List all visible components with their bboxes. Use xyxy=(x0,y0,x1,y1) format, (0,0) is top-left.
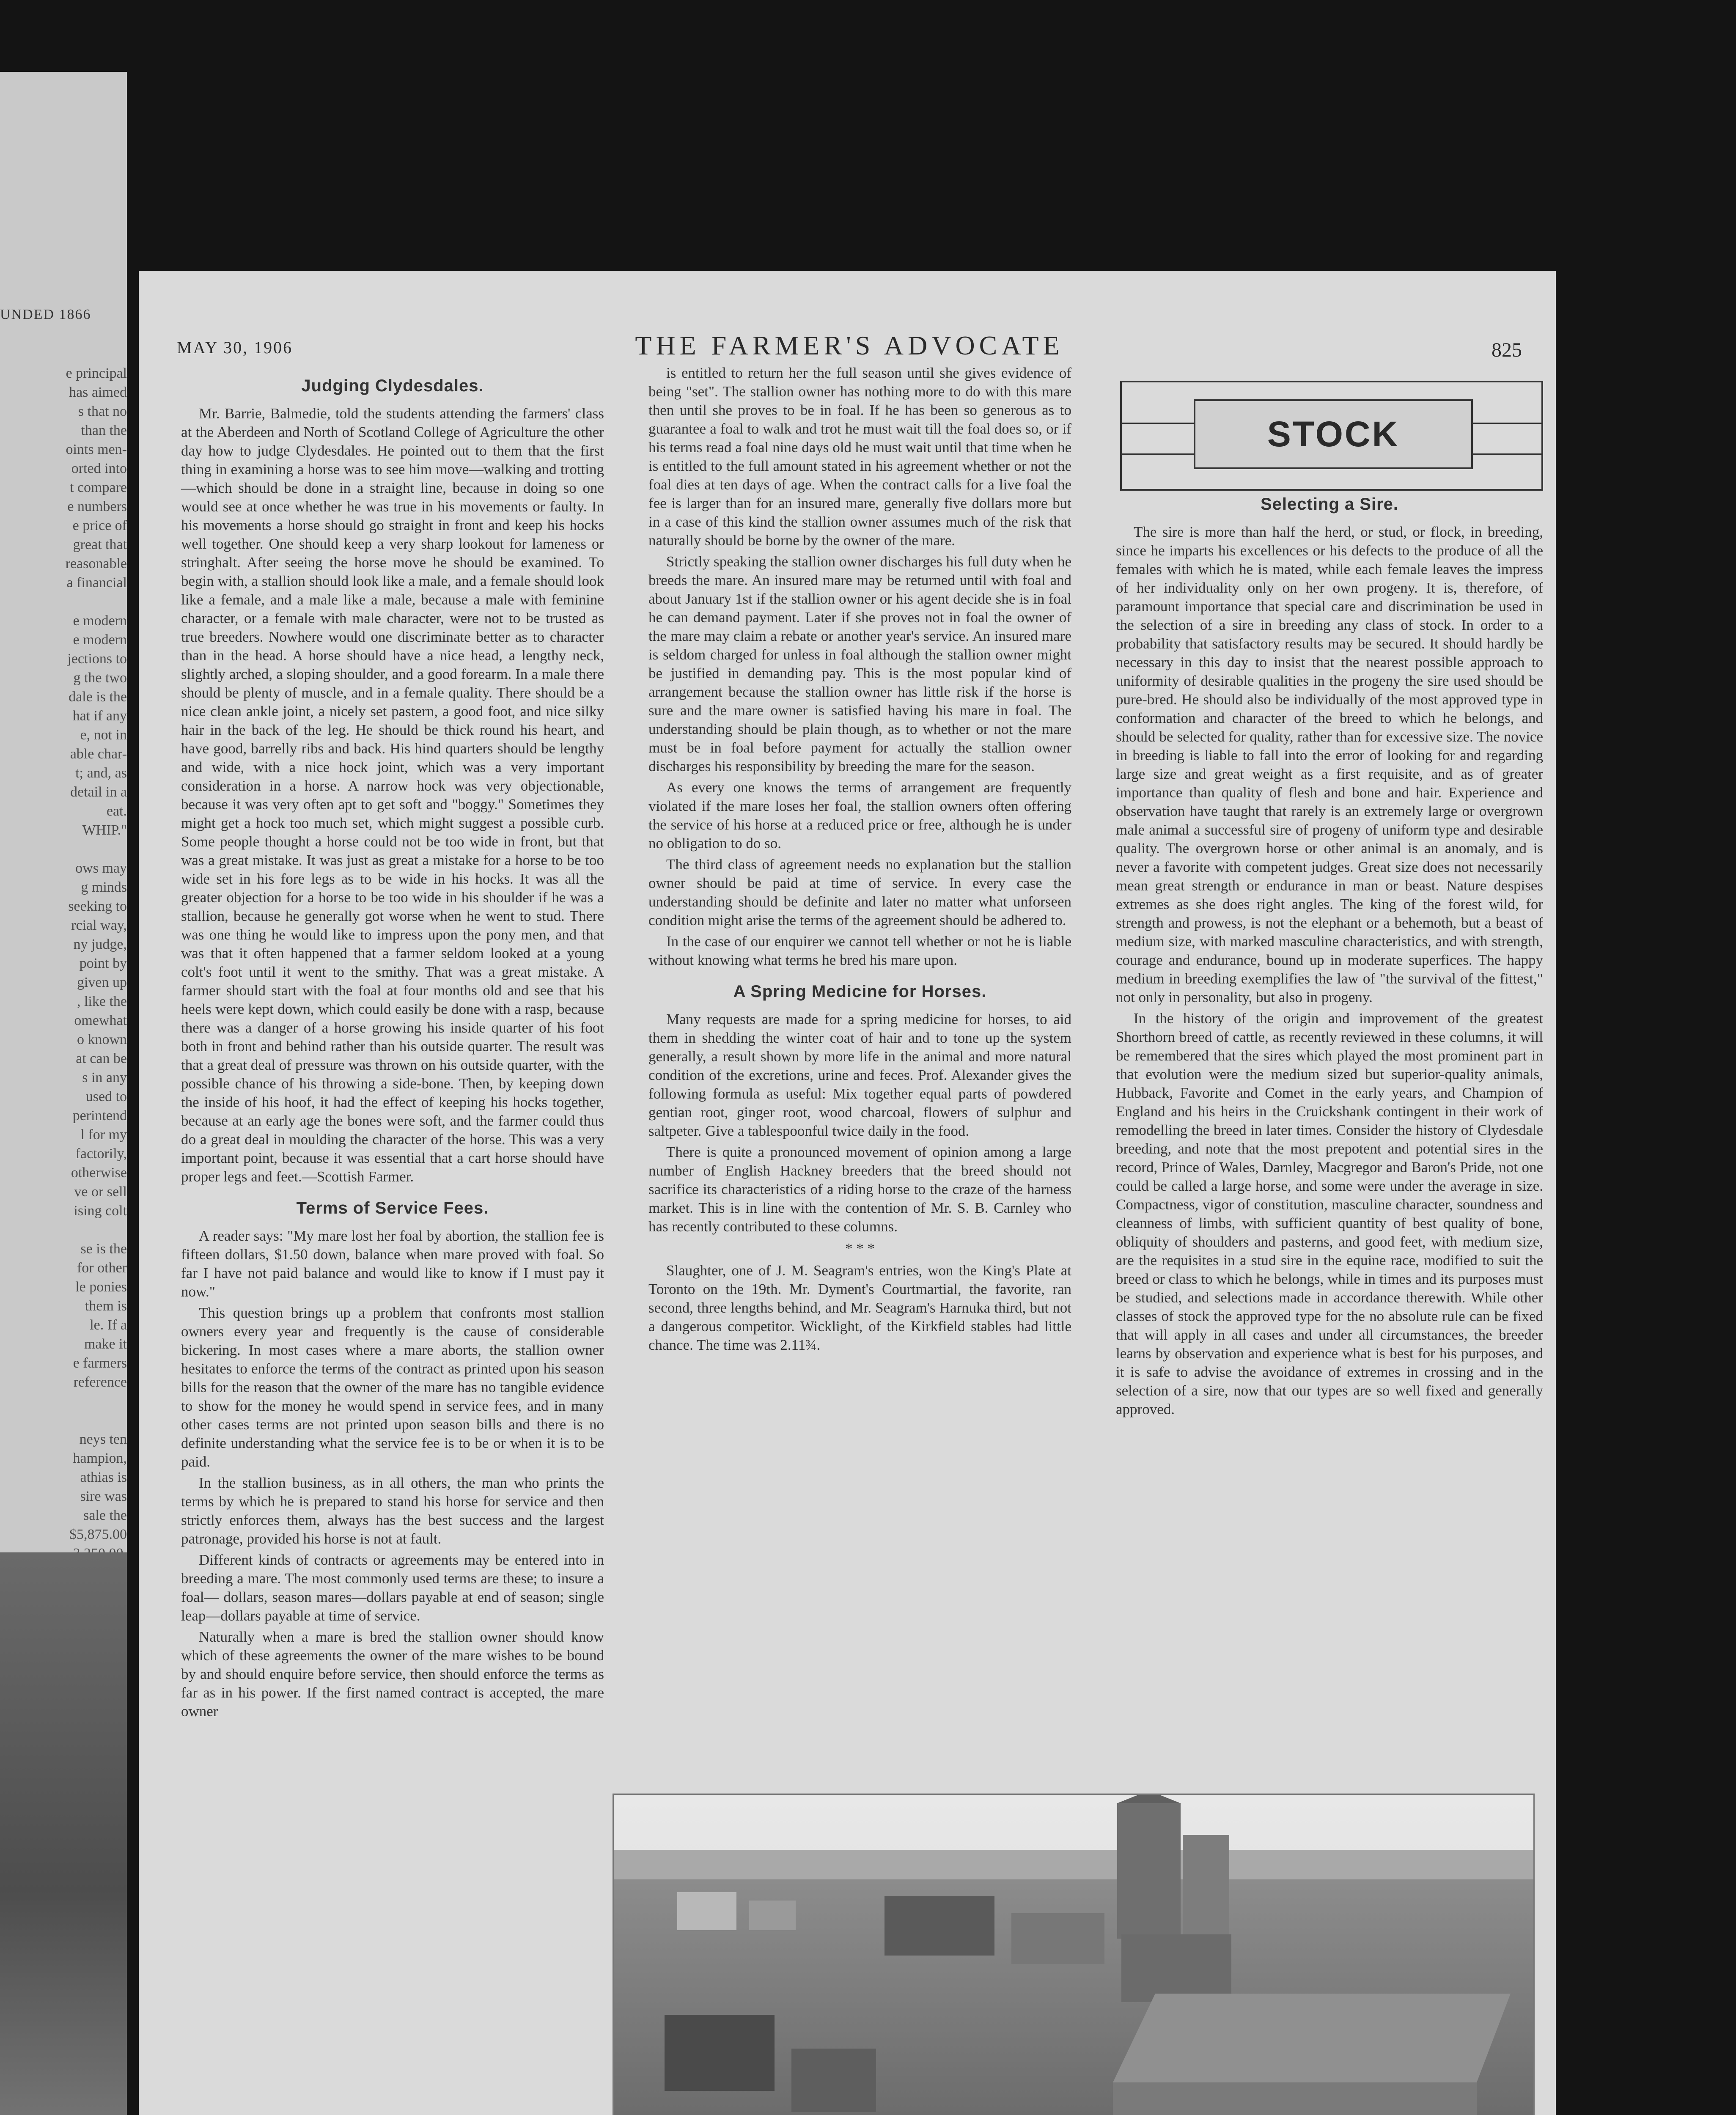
paragraph: Strictly speaking the stallion owner discharges his full duty when he breeds the mare. An insured mare may be returned until with foal and about January 1st if the stallion owner or his agent decide she is in foal he can demand payment. Later if she proves not in foal the owner of the mare may claim a rebate or another year's service. An insured mare is seldom charged for unless in foal although the stallion owner might be justified in demanding pay. This is the most popular kind of arrangement because the stallion owner has little risk if the horse is sure and the mare owner is satisfied having his mare in foal. The understanding should be plain though, as to whether or not the mare must be in foal before payment for actually the stallion owner discharges his responsibility by breeding the mare for the season. xyxy=(648,553,1071,775)
paragraph: In the stallion business, as in all others, the man who prints the terms by which he is prepared to stand his horse for service and then strictly enforces them, always has the best success and the largest patronage, provided his horse is not at fault. xyxy=(181,1475,604,1547)
paragraph: Naturally when a mare is bred the stallion owner should know which of these agreements the owner of the mare wishes to be bound by and should enquire before service, then should enforce the terms as far as in his power. If the first named contract is accepted, the mare owner xyxy=(181,1629,604,1719)
paragraph: In the history of the origin and improvement of the greatest Shorthorn breed of cattle, as recently reviewed in these columns, it will be remembered that the sires which played the most prominent part in that evolution were the medium sized but superior-quality animals, Hubback, Favorite and Comet in the early years, and Champion of England and his heirs in the Cruickshank contingent in their work of remodelling the breed in later times. Consider the history of Clydesdale breeding, and note that the most prepotent and potential sires in the record, Prince of Wales, Darnley, Macgregor and Baron's Pride, not one could be called a large horse, and some were under the average in size. Compactness, vigor of constitution, masculine character, soundness and cleanness of limbs, with sufficient quantity of best quality of bone, obliquity of shoulders and pasterns, and good feet, with medium size, are the requisites in a stud sire in the equine race, modified to suit the breed or class to which he belongs, while in times and its purposes must be studied, and selections made in accordance therewith. While other classes of stock the approved type for the no absolute rule can be fixed that will apply in all cases and under all circumstances, the breeder learns by observation and experience what is best for his purposes, and it is safe to advise the avoidance of extremes in crossing and in the selection of a sire, now that our types are so well fixed and generally approved. xyxy=(1116,1010,1543,1417)
article-title-judging: Judging Clydesdales. xyxy=(301,376,484,395)
newspaper-page xyxy=(139,271,1556,2115)
paragraph: This question brings up a problem that confronts most stallion owners every year and frequently is the cause of considerable bickering. In most cases where a mare aborts, the stallion owner hesitates to enforce the terms of the contract as printed upon his season bills for the reason that the owner of the mare has no tangible evidence to show for the money he would spend in service fees, and in many other cases terms are not printed upon season bills and there is no definite understanding what the service fee is to be or when it is to be paid. xyxy=(181,1305,604,1470)
masthead-title: THE FARMER'S ADVOCATE xyxy=(635,330,1064,360)
paragraph: There is quite a pronounced movement of opinion among a large number of English Hackney breeders that the breed should not sacrifice its characteristics of a riding horse to the craze of the harness market. This is in line with the contention of Mr. S. B. Carnley who has recently contributed to these columns. xyxy=(648,1144,1071,1235)
paragraph: As every one knows the terms of arrangement are frequently violated if the mare loses her foal, the stallion owners often offering the service of his horse at a reduced price or free, although he is under no obligation to do so. xyxy=(648,779,1071,851)
town-scene-image xyxy=(614,1795,1533,2115)
paragraph: The sire is more than half the herd, or stud, or flock, in breeding, since he imparts his excellences or his defects to the produce of all the females with which he is mated, while each female leaves the impress of her individuality only on her own progeny. It is, therefore, of paramount importance that special care and discrimination be used in the selection of a sire in breeding any class of stock. In order to a probability that satisfactory results may be secured. It should hardly be necessary in this day to insist that the nearest possible approach to uniformity of desirable qualities in the progeny the sire used should be pure-bred. He should also be individually of the most approved type in conformation and character of the breed to which he belongs, and should be selected for quality, rather than for excessive size. The novice in breeding is liable to fall into the error of looking for and regarding large size and great weight as a first requisite, and as of greater importance than quality of flesh and bone and hair. Experience and observation have taught that rarely is an extremely large or overgrown male animal a successful sire of progeny of uniform type and desirable quality. The overgrown horse or other animal is an anomaly, and is never a favorite with competent judges. Great size does not necessarily mean great strength or endurance in man or beast. Nature despises extremes as she does right angles. The king of the forest wild, for strength and prowess, is not the elephant or a behemoth, but a beast of medium size, with marked masculine characteristics, and with strength, courage and endurance, bound up in moderate superfices. The happy medium in breeding exemplifies the law of "the survival of the fittest," not only in personality, but also in progeny. xyxy=(1116,524,1543,1005)
article-title-sire: Selecting a Sire. xyxy=(1260,495,1399,514)
article-title-terms: Terms of Service Fees. xyxy=(296,1199,489,1217)
paragraph: Many requests are made for a spring medicine for horses, to aid them in shedding the winter coat of hair and to tone up the system generally, a result shown by more life in the animal and more natural condition of the excretions, urine and feces. Prof. Alexander gives the following formula as useful: Mix together equal parts of powdered gentian root, ginger root, wood charcoal, flowers of sulphur and saltpeter. Give a tablespoonful twice daily in the food. xyxy=(648,1011,1071,1139)
stock-label: STOCK xyxy=(1194,399,1473,469)
column-1 xyxy=(181,364,604,1723)
previous-page-edge xyxy=(0,72,127,2115)
paragraph: In the case of our enquirer we cannot tell whether or not he is liable without knowing what terms he bred his mare upon. xyxy=(648,933,1071,968)
separator: * * * xyxy=(845,1240,875,1257)
column-3 xyxy=(1116,482,1543,1421)
paragraph: A reader says: "My mare lost her foal by abortion, the stallion fee is fifteen dollars, $1.50 down, balance when mare proved with foal. So far I have not paid balance and would like to know if I must pay it now." xyxy=(181,1228,604,1300)
paragraph: Slaughter, one of J. M. Seagram's entries, won the King's Plate at Toronto on the 19th. Mr. Dyment's Courtmartial, the favorite, ran second, three lengths behind, and Mr. Seagram's Harnuka third, but not a dangerous competitor. Wicklight, of the Kirkfield stables had little chance. The time was 2.11¾. xyxy=(648,1262,1071,1353)
paragraph: Mr. Barrie, Balmedie, told the students attending the farmers' class at the Aberdeen and North of Scotland College of Agriculture the other day how to judge Clydesdales. He pointed out to them that the first thing in examining a horse was to see him move—walking and trotting—which should be done in a straight line, because in doing so one would see at once whether he was true in his movements or faulty. In his movements a horse should go straight in front and keep his hocks well together. One should keep a very sharp lookout for lameness or stringhalt. After seeing the horse move he should be examined. To begin with, a stallion should look like a male, and a female should look like a female, and a male like a male, because a male with feminine character, or a female with male character, were not to be trusted as true breeders. Nowhere would one discriminate better as to character than in the head. A horse should have a nice head, a lengthy neck, slightly arched, a sloping shoulder, and a good forearm. In a male there should be plenty of muscle, and in a female quality. There should be a nice clean ankle joint, a nicely set pastern, a good foot, and nice silky hair in the back of the leg. He should be thick round his heart, and have good, barrelly ribs and back. His hind quarters should be lengthy and wide, with a nice hock joint, which was a very important consideration in a horse. A narrow hock was very objectionable, because it was very often apt to get soft and "boggy." Sometimes they might get a hock too much set, which might suggest a possible curb. Some people thought a horse could not be too wide in front, but that was a great mistake. It was just as great a mistake for a horse to be too wide set in his fore legs as to be wide in his hocks. It was all the greater objection for a horse to be too wide in his shoulder if he was a stallion, because he generally got worse when he went to stud. There was one thing he would like to impress upon the pony men, and that was that it often happened that a farmer seldom looked at a young colt's foot until it went to the smithy. That was a great mistake. A farmer should start with the foal at four months old and see that his heels were kept down, which could easily be done with a rasp, because there was a danger of a horse growing his inside quarter of his foot both in front and behind rather than his outside quarter. The result was that a great deal of pressure was thrown on his outside quarter, with the possible chance of his throwing a side-bone. Then, by keeping down the inside of his hoof, it had the effect of keeping his hocks together, because at an early age the bones were soft, and the farmer could thus do a great deal in moulding the character of the horse. This was a very important point, because it was essential that a cart horse should have proper legs and feet.—Scottish Farmer. xyxy=(181,405,604,1185)
paragraph: Different kinds of contracts or agreements may be entered into in breeding a mare. The most commonly used terms are these; to insure a foal— dollars, season mares—dollars payable at end of season; single leap—dollars payable at time of service. xyxy=(181,1552,604,1624)
stock-section-banner xyxy=(1120,381,1543,491)
issue-date: MAY 30, 1906 xyxy=(177,338,293,357)
page-number: 825 xyxy=(1492,339,1522,361)
previous-page-photo xyxy=(0,1552,127,2115)
article-title-spring: A Spring Medicine for Horses. xyxy=(733,982,987,1001)
running-head xyxy=(177,330,1522,368)
paragraph: is entitled to return her the full season until she gives evidence of being "set". The stallion owner has nothing more to do with this mare then until she proves to be in foal. If he has been so generous as to guarantee a foal to walk and trot he must wait till the foal does so, or if his terms read a foal nine days old he must wait until that time when he is entitled to the full amount stated in his agreement whether or not the foal dies at ten days of age. When the contract calls for a live foal the fee is larger than for an insured mare, generally five dollars more but in a case of this kind the stallion owner assumes much of the risk that naturally should be borne by the owner of the mare. xyxy=(648,365,1071,549)
paragraph: The third class of agreement needs no explanation but the stallion owner should be paid at time of service. In every case the understanding should be definite and later no matter what unforseen condition might arise the terms of the agreement should be adhered to. xyxy=(648,856,1071,928)
previous-page-text: e principal has aimed s that no than the oints men- orted into t compare e numbers e price of great that reasonable a financial e modern e modern jections to g the two dale is the hat if any e, not in able char- t; and, as detail in a eat. WHIP." ows may g minds seeking to rcial way, ny judge, point by given up , like the omewhat o known at can be s in any used to perintend l for my factorily, otherwise ve or sell ising colt se is the for other le ponies them is le. If a make it e farmers reference neys ten hampion, athias is sire was sale the $5,875.00 xyxy=(65,365,127,1542)
town-photograph xyxy=(613,1794,1535,2115)
column-2 xyxy=(648,364,1071,1357)
previous-page-header: UNDED 1866 xyxy=(0,307,91,322)
